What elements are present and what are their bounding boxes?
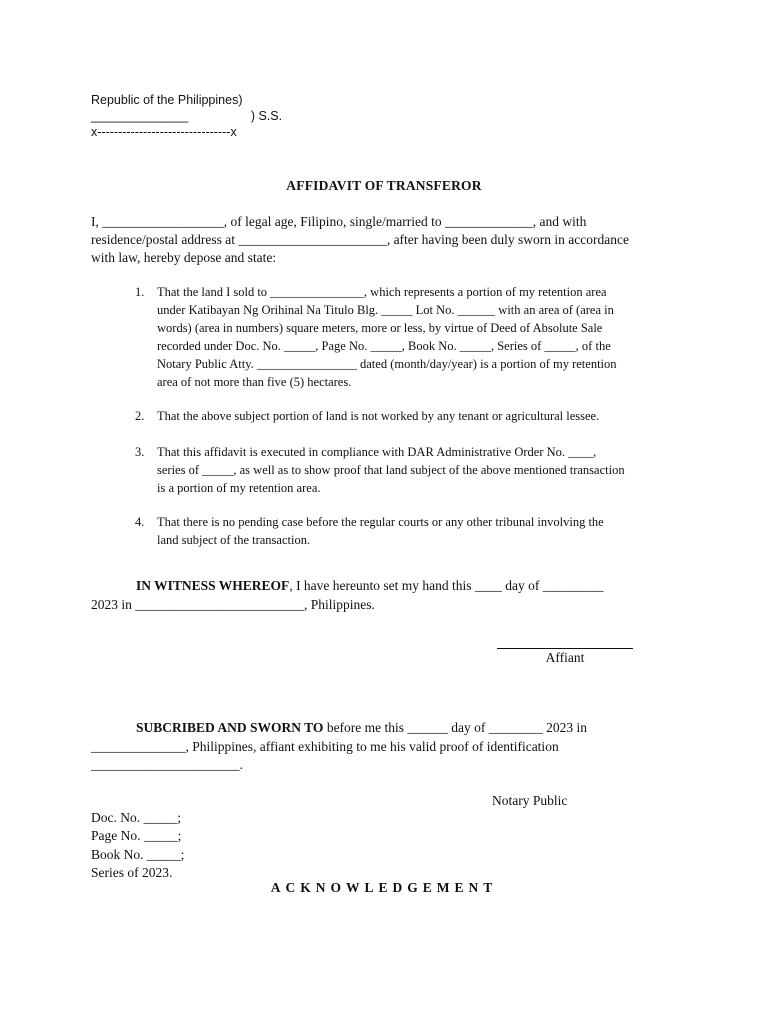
venue-line-ss: ______________ ) S.S. [91,109,283,123]
item-1-line: words) (area in numbers) square meters, more or less, by virtue of Deed of Absolute Sale [157,321,603,335]
venue-line-republic: Republic of the Philippines) [91,93,243,107]
item-1-line: under Katibayan Ng Orihinal Na Titulo Blg. _____ Lot No. ______ with an area of (area in [157,303,614,317]
item-3-line: series of _____, as well as to show proof that land subject of the above mentioned transaction [157,463,625,477]
acknowledgement-heading: ACKNOWLEDGEMENT [270,880,498,895]
item-number: 4. [135,515,145,529]
item-3-line: That this affidavit is executed in compliance with DAR Administrative Order No. ____, [157,445,597,459]
witness-lead: IN WITNESS WHEREOF [136,578,290,593]
intro-line-2: residence/postal address at ______________________, after having been duly sworn in accordance [91,232,629,247]
subscribed-line-1 [136,719,587,737]
witness-line-2: 2023 in _________________________, Philippines. [91,597,375,612]
witness-line-1 [136,577,604,595]
item-2-line: That the above subject portion of land is not worked by any tenant or agricultural lessee. [157,409,600,423]
item-1-line: Notary Public Atty. ________________ dated (month/day/year) is a portion of my retention [157,357,617,371]
notary-public-label: Notary Public [492,793,568,808]
item-3-line: is a portion of my retention area. [157,481,321,495]
register-page-no: Page No. _____; [91,828,182,843]
item-1-line: area of not more than five (5) hectares. [157,375,352,389]
item-4-line: land subject of the transaction. [157,533,311,547]
item-number: 1. [135,285,145,299]
item-1-line: recorded under Doc. No. _____, Page No. _____, Book No. _____, Series of _____, of the [157,339,611,353]
subscribed-line-1-rest: before me this ______ day of ________ 2023 in [323,720,588,735]
register-series: Series of 2023. [91,865,173,880]
subscribed-lead: SUBCRIBED AND SWORN TO [136,720,324,735]
witness-line-1-rest: , I have hereunto set my hand this ____ day of _________ [289,578,604,593]
item-number: 2. [135,409,145,423]
affiant-label: Affiant [545,650,585,665]
register-doc-no: Doc. No. _____; [91,810,181,825]
venue-line-separator: x--------------------------------x [91,125,237,139]
item-number: 3. [135,445,145,459]
register-book-no: Book No. _____; [91,847,185,862]
intro-line-1: I, __________________, of legal age, Filipino, single/married to _____________, and with [91,214,587,229]
item-1-line: That the land I sold to _______________, which represents a portion of my retention area [157,285,607,299]
item-4-line: That there is no pending case before the regular courts or any other tribunal involving the [157,515,604,529]
intro-line-3: with law, hereby depose and state: [91,250,277,265]
subscribed-line-2: ______________, Philippines, affiant exhibiting to me his valid proof of identification [91,739,559,754]
document-title: AFFIDAVIT OF TRANSFEROR [286,178,482,193]
subscribed-line-3: ______________________. [91,757,243,772]
